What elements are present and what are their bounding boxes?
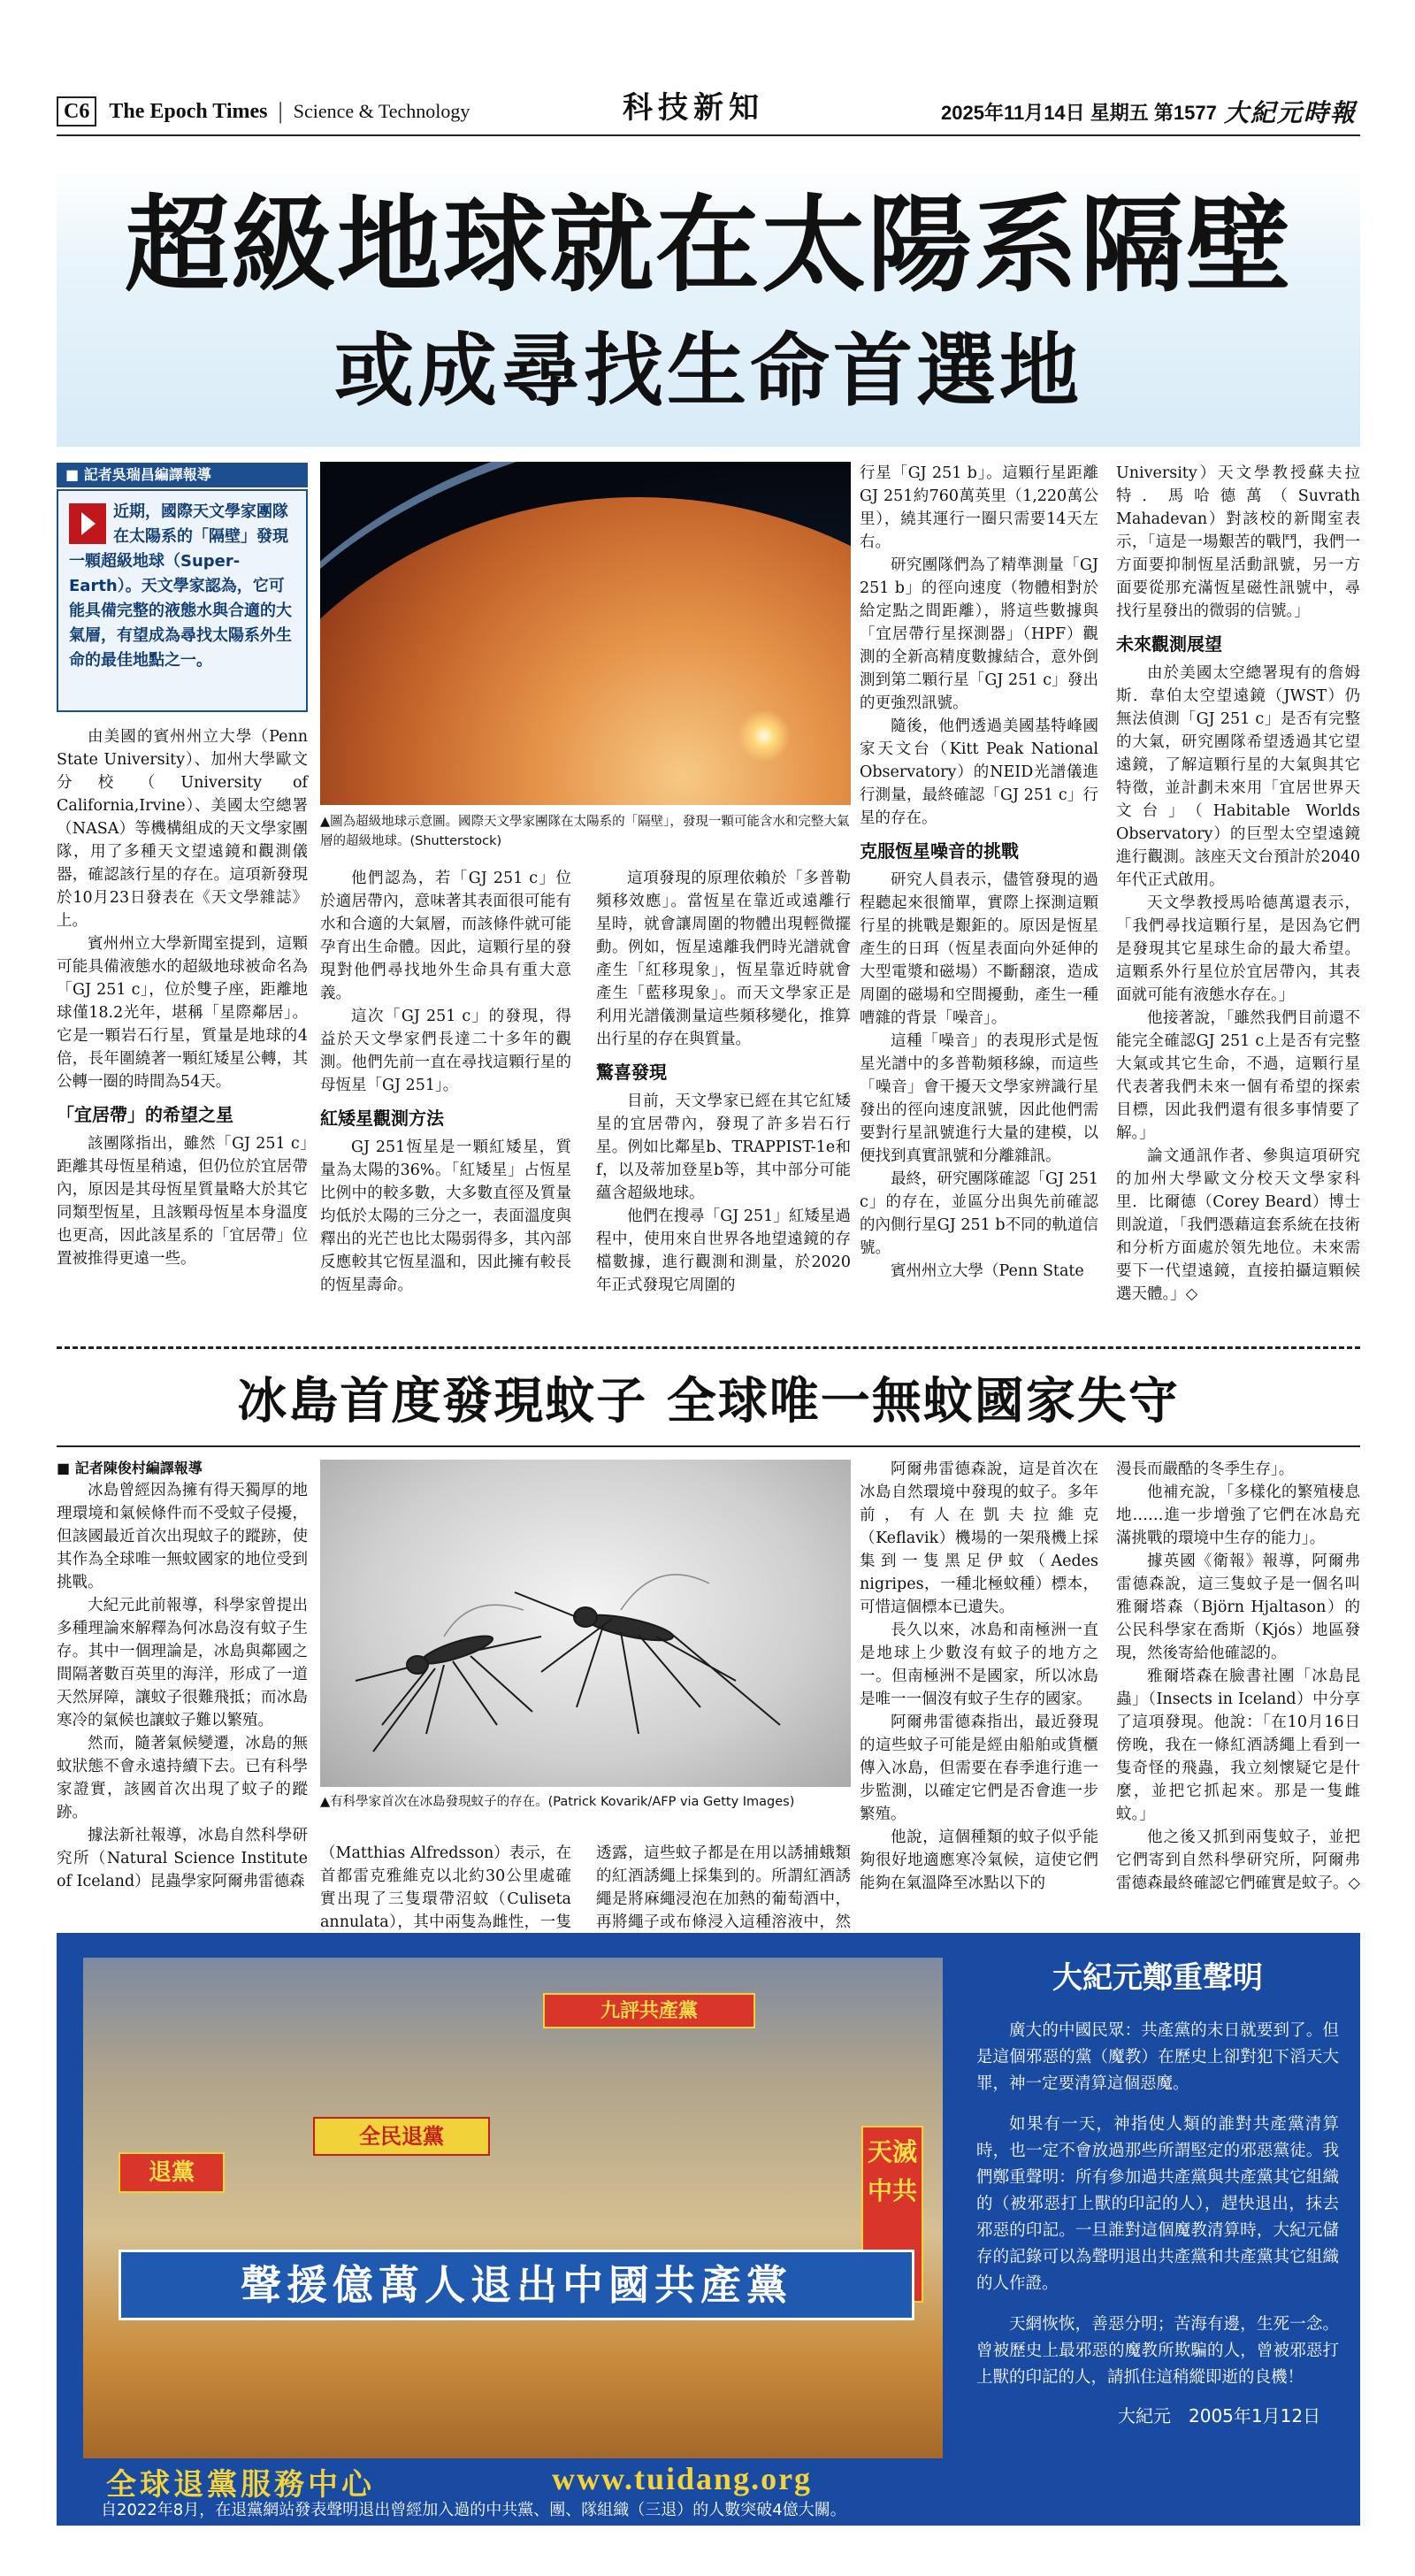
- paragraph: 賓州州立大學（Penn State: [891, 1262, 1084, 1280]
- arrow-right-icon: [69, 503, 106, 544]
- paragraph: 他說，這個種類的蚊子似乎能夠很好地適應寒冷氣候，這使它們能夠在氣溫降至冰點以下的: [860, 1828, 1098, 1892]
- page-number: C6: [57, 96, 96, 126]
- photo1-caption: ▲圖為超級地球示意圖。國際天文學家團隊在太陽系的「隔壁」，發現一顆可能含水和完整大氣層的超級地球。(Shutterstock): [320, 815, 850, 848]
- article1-byline: ■ 記者吳瑞昌編譯報導: [57, 463, 308, 487]
- mosquito-left: [356, 1605, 541, 1752]
- red-dwarf-star: [738, 709, 791, 763]
- tuidang-advertisement: [57, 1933, 1360, 2526]
- paragraph: 長久以來，冰島和南極洲一直是地球上少數沒有蚊子的地方之一。但南極洲不是國家，所以冰島是唯一一個沒有蚊子生存的國家。: [860, 1622, 1098, 1708]
- ad-title: 大紀元鄭重聲明: [1052, 1960, 1263, 1996]
- paragraph: 透露，這些蚊子都是在用以誘捕蛾類的紅酒誘繩上採集到的。所謂紅酒誘繩是將麻繩浸泡在加熱的葡萄酒中，再將繩子或布條浸入這種溶液中，然: [596, 1844, 851, 1931]
- paragraph: 天文學教授馬哈德萬還表示，「我們尋找這顆行星，是因為它們是發現其它星球生命的最大希望。這顆系外行星位於宜居帶內，其表面就可能有液態水存在。」: [1116, 894, 1360, 1004]
- article1-lead-text: 近期，國際天文學家團隊在太陽系的「隔壁」發現一顆超級地球（Super-Earth）。天文學家認為，它可能具備完整的液態水與合適的大氣層，有望成為尋找太陽系外生命的最佳地點之一。: [69, 502, 292, 670]
- paragraph: 賓州州立大學新聞室提到，這顆可能具備液態水的超級地球被命名為「GJ 251 c」，位於雙子座，距離地球僅18.2光年，堪稱「星際鄰居」。它是一顆岩石行星，質量是地球的4倍，長年圍繞著一顆紅矮星公轉，其公轉一圈的時間為54天。: [57, 935, 308, 1091]
- article2-byline: ■ 記者陳俊村編譯報導: [57, 1460, 203, 1476]
- ad-paragraph: 天網恢恢，善惡分明；苦海有邊，生死一念。曾被歷史上最邪惡的魔教所欺騙的人，曾被邪惡打上獸的印記的人，請抓住這稍縱即逝的良機！: [976, 2315, 1339, 2387]
- paragraph: 他們在搜尋「GJ 251」紅矮星過程中，使用來自世界各地望遠鏡的存檔數據，進行觀測和測量，於2020年正式發現它周圍的: [596, 1208, 851, 1294]
- article2-headline: 冰島首度發現蚊子 全球唯一無蚊國家失守: [237, 1373, 1180, 1430]
- photo2-caption: ▲有科學家首次在冰島發現蚊子的存在。(Patrick Kovarik/AFP via Getty Images): [320, 1795, 795, 1809]
- paragraph: 冰島曾經因為擁有得天獨厚的地理環境和氣候條件而不受蚊子侵擾，但該國最近首次出現蚊子的蹤跡，使其作為全球唯一無蚊國家的地位受到挑戰。: [57, 1482, 308, 1591]
- article1-column-3: [596, 867, 851, 1297]
- paragraph: 這項發現的原理依賴於「多普勒頻移效應」。當恆星在靠近或遠離行星時，就會讓周圍的物體出現輕微擺動。例如，恆星遠離我們時光譜就會產生「紅移現象」，恆星靠近時就會產生「藍移現象」。而天文學家正是利用光譜儀測量這些頻移變化，推算出行星的存在與質量。: [596, 870, 851, 1048]
- article1-subheadline: 或成尋找生命首選地: [334, 325, 1082, 418]
- subheading: 「宜居帶」的希望之星: [57, 1104, 233, 1125]
- subheading: 紅矮星觀測方法: [320, 1108, 444, 1129]
- paragraph: 他們認為，若「GJ 251 c」位於適居帶內，意味著其表面很可能有水和合適的大氣層，而該條件就可能孕育出生命體。因此，這顆行星的發現對他們尋找地外生命具有重大意義。: [320, 870, 571, 1002]
- paragraph: 研究團隊們為了精準測量「GJ 251 b」的徑向速度（物體相對於給定點之間距離），將這些數據與「宜居帶行星探測器」（HPF）觀測的全新高精度數據結合，意外倒測到第二顆行星「GJ 251 c」發出的更強烈訊號。: [860, 556, 1098, 712]
- paragraph: （Matthias Alfredsson）表示，在首都雷克雅維克以北約30公里處確實出現了三隻環帶沼蚊（Culiseta annulata），其中兩隻為雌性，一隻: [320, 1844, 571, 1931]
- issue-date: 2025年11月14日 星期五 第1577: [941, 101, 1217, 124]
- article1-column-2: [320, 867, 571, 1297]
- paragraph: 這次「GJ 251 c」的發現，得益於天文學家們長達二十多年的觀測。他們先前一直在尋找這顆行星的母恆星「GJ 251」。: [320, 1008, 571, 1094]
- paragraph: 由於美國太空總署現有的詹姆斯．韋伯太空望遠鏡（JWST）仍無法偵測「GJ 251 c」是否有完整的大氣，研究團隊希望透過其它望遠鏡，了解這顆行星的大氣與其它特徵，並計劃未來用「宜居世界天文台」（Habitable Worlds Observatory）的巨型太空望遠鏡進行觀測。該座天文台預計於2040年代正式啟用。: [1116, 664, 1360, 889]
- rally-photo: [83, 1958, 943, 2458]
- article2-rule: [57, 1445, 1360, 1447]
- article1-column-5: [1116, 462, 1360, 1306]
- newspaper-logo: 大紀元時報: [1223, 100, 1357, 127]
- paragraph: 目前，天文學家已經在其它紅矮星的宜居帶內，發現了許多岩石行星。例如比鄰星b、TRAPPIST-1e和f，以及蒂加登星b等，其中部分可能蘊含超級地球。: [596, 1092, 851, 1202]
- header-separator: |: [278, 98, 283, 124]
- paragraph: 他補充說，「多樣化的繁殖棲息地……進一步增強了它們在冰島充滿挑戰的環境中生存的能力」。: [1116, 1484, 1360, 1547]
- subheading: 克服恆星噪音的挑戰: [860, 840, 1019, 862]
- paragraph: 據英國《衛報》報導，阿爾弗雷德森說，這三隻蚊子是一個名叫雅爾塔森（Björn Hjaltason）的公民科學家在喬斯（Kjós）地區發現，然後寄給他確認的。: [1116, 1552, 1360, 1662]
- paragraph: 漫長而嚴酷的冬季生存」。: [1116, 1460, 1295, 1478]
- paragraph: 該團隊指出，雖然「GJ 251 c」距離其母恆星稍遠，但仍位於宜居帶內，原因是其母恆星質量略大於其它同類型恆星，且該顆母恆星本身溫度也更高，因此該星系的「宜居帶」位置被推得更遠一些。: [57, 1135, 308, 1268]
- article2-column-4: [860, 1458, 1098, 1895]
- rally-sign: 全民退黨: [313, 2117, 490, 2156]
- rally-banner: 聲援億萬人退出中國共產黨: [119, 2250, 914, 2320]
- mosquito-illustration: [320, 1460, 851, 1787]
- article1-column-4: [860, 462, 1098, 1283]
- paragraph: 阿爾弗雷德森指出，最近發現的這些蚊子可能是經由船舶或貨櫃傳入冰島，但需要在春季進行進一步監測，以確定它們是否會進一步繁殖。: [860, 1714, 1098, 1823]
- paragraph: 這種「噪音」的表現形式是恆星光譜中的多普勒頻移線，而這些「噪音」會干擾天文學家辨識行星發出的徑向速度訊號，因此他們需要對行星訊號進行大量的建模，以便找到真實訊號和分離雜訊。: [860, 1032, 1098, 1165]
- paragraph: 行星「GJ 251 b」。這顆行星距離GJ 251約760萬英里（1,220萬公里），繞其運行一圈只需要14天左右。: [860, 464, 1098, 551]
- paragraph: 他接著說，「雖然我們目前還不能完全確認GJ 251 c上是否有完整大氣或其它生命，不過，這顆行星代表著我們未來一個有希望的探索目標，因此我們還有很多事情要了解。」: [1116, 1009, 1360, 1142]
- article1-headline: 超級地球就在太陽系隔壁: [124, 183, 1292, 306]
- paragraph: 然而，隨著氣候變遷，冰島的無蚊狀態不會永遠持續下去。已有科學家證實，該國首次出現了蚊子的蹤跡。: [57, 1735, 308, 1821]
- ad-body: [976, 2018, 1339, 2405]
- paragraph: 雅爾塔森在臉書社團「冰島昆蟲」（Insects in Iceland）中分享了這項發現。他說：「在10月16日傍晚，我在一條紅酒誘繩上看到一隻奇怪的飛蟲，我立刻懷疑它是什麼，並把它抓起來。那是一隻雌蚊。」: [1116, 1668, 1360, 1823]
- rally-sign: 退黨: [119, 2152, 225, 2193]
- paragraph: 阿爾弗雷德森說，這是首次在冰島自然環境中發現的蚊子。多年前，有人在凱夫拉維克（Keflavik）機場的一架飛機上採集到一隻黑足伊蚊（Aedes nigripes，一種北極蚊種）標本，可惜這個標本已遺失。: [860, 1460, 1098, 1616]
- rally-sign: 九評共產黨: [543, 1993, 755, 2028]
- paragraph: 據法新社報導，冰島自然科學研究所（Natural Science Institute of Iceland）昆蟲學家阿爾弗雷德森: [57, 1827, 308, 1890]
- article1-column-1: [57, 725, 308, 1270]
- article2-column-5: [1116, 1458, 1360, 1895]
- subheading: 驚喜發現: [596, 1062, 667, 1083]
- section-name-en: Science & Technology: [293, 100, 470, 122]
- article-divider: [57, 1346, 1360, 1349]
- section-name-zh: 科技新知: [623, 92, 764, 125]
- header-rule: [57, 134, 1360, 136]
- paragraph: University）天文學教授蘇夫拉特．馬哈德萬（Suvrath Mahadevan）對該校的新聞室表示，「這是一場艱苦的戰鬥，我們一方面要抑制恆星活動訊號，另一方面要從那充滿恆星磁性訊號中，尋找行星發出的微弱的信號。」: [1116, 464, 1360, 620]
- paragraph: 論文通訊作者、參與這項研究的加州大學歐文分校天文學家科里．比爾德（Corey Beard）博士則說道，「我們憑藉這套系統在技術和分析方面處於領先地位。未來需要下一代望遠鏡，直接拍攝這顆候選天體。」◇: [1116, 1147, 1360, 1303]
- paragraph: 隨後，他們透過美國基特峰國家天文台（Kitt Peak National Observatory）的NEID光譜儀進行測量，最終確認「GJ 251 c」行星的存在。: [860, 717, 1098, 827]
- article1-lead-box: [57, 489, 308, 712]
- mosquito-photo: [320, 1460, 851, 1787]
- ad-paragraph: 如果有一天，神指使人類的誰對共產黨清算時，也一定不會放過那些所謂堅定的邪惡黨徒。我們鄭重聲明：所有參加過共產黨與共產黨其它組織的（被邪惡打上獸的印記的人），趕快退出，抹去邪惡的印記。一旦誰對這個魔教清算時，大紀元儲存的記錄可以為聲明退出共產黨和共產黨其它組織的人作證。: [976, 2115, 1339, 2293]
- paragraph: 由美國的賓州州立大學（Penn State University）、加州大學歐文分校（University of California,Irvine）、美國太空總署（NASA）等機構組成的天文學家團隊，用了多種天文望遠鏡和觀測儀器，確認該行星的存在。這項新發現於10月23日發表在《天文學雜誌》上。: [57, 728, 308, 930]
- subheading: 未來觀測展望: [1116, 633, 1222, 655]
- paragraph: GJ 251恆星是一顆紅矮星，質量為太陽的36%。「紅矮星」占恆星比例中的較多數，大多數直徑及質量均低於太陽的三分之一，表面溫度與釋出的光芒也比太陽弱得多，其內部反應較其它恆星溫和，因此擁有較長的恆星壽命。: [320, 1138, 571, 1294]
- tuidang-url-link[interactable]: www.tuidang.org: [552, 2461, 813, 2496]
- article2-column-1: [57, 1458, 308, 1893]
- page-header: [57, 92, 1360, 131]
- ad-footnote: 自2022年8月，在退黨網站發表聲明退出曾經加入過的中共黨、團、隊組織（三退）的人數突破4億大關。: [101, 2501, 846, 2519]
- paragraph: 研究人員表示，儘管發現的過程聽起來很簡單，實際上探測這顆行星的挑戰是艱鉅的。原因是恆星產生的日珥（恆星表面向外延伸的大型電漿和磁場）不斷翻滾，造成周圍的磁場和空間擾動，產生一種嘈雜的背景「噪音」。: [860, 871, 1098, 1027]
- paragraph: 最終，研究團隊確認「GJ 251 c」的存在，並區分出與先前確認的內側行星GJ 251 b不同的軌道信號。: [860, 1170, 1098, 1257]
- super-earth-illustration: [320, 462, 851, 805]
- publication-name: The Epoch Times: [109, 99, 268, 123]
- service-center-name: 全球退黨服務中心: [106, 2467, 375, 2503]
- rally-sign: 天滅中共: [861, 2126, 923, 2303]
- paragraph: 大紀元此前報導，科學家曾提出多種理論來解釋為何冰島沒有蚊子生存。其中一個理論是，冰島與鄰國之間隔著數百英里的海洋，形成了一道天然屏障，讓蚊子很難飛抵；而冰島寒冷的氣候也讓蚊子難以繁殖。: [57, 1597, 308, 1729]
- mosquito-right: [515, 1575, 780, 1734]
- ad-signature: 大紀元 2005年1月12日: [1118, 2405, 1321, 2426]
- ad-paragraph: 廣大的中國民眾：共產黨的末日就要到了。但是這個邪惡的黨（魔教）在歷史上卻對犯下滔天大罪，神一定要清算這個惡魔。: [976, 2021, 1339, 2093]
- paragraph: 他之後又抓到兩隻蚊子，並把它們寄到自然科學研究所，阿爾弗雷德森最終確認它們確實是蚊子。◇: [1116, 1828, 1360, 1892]
